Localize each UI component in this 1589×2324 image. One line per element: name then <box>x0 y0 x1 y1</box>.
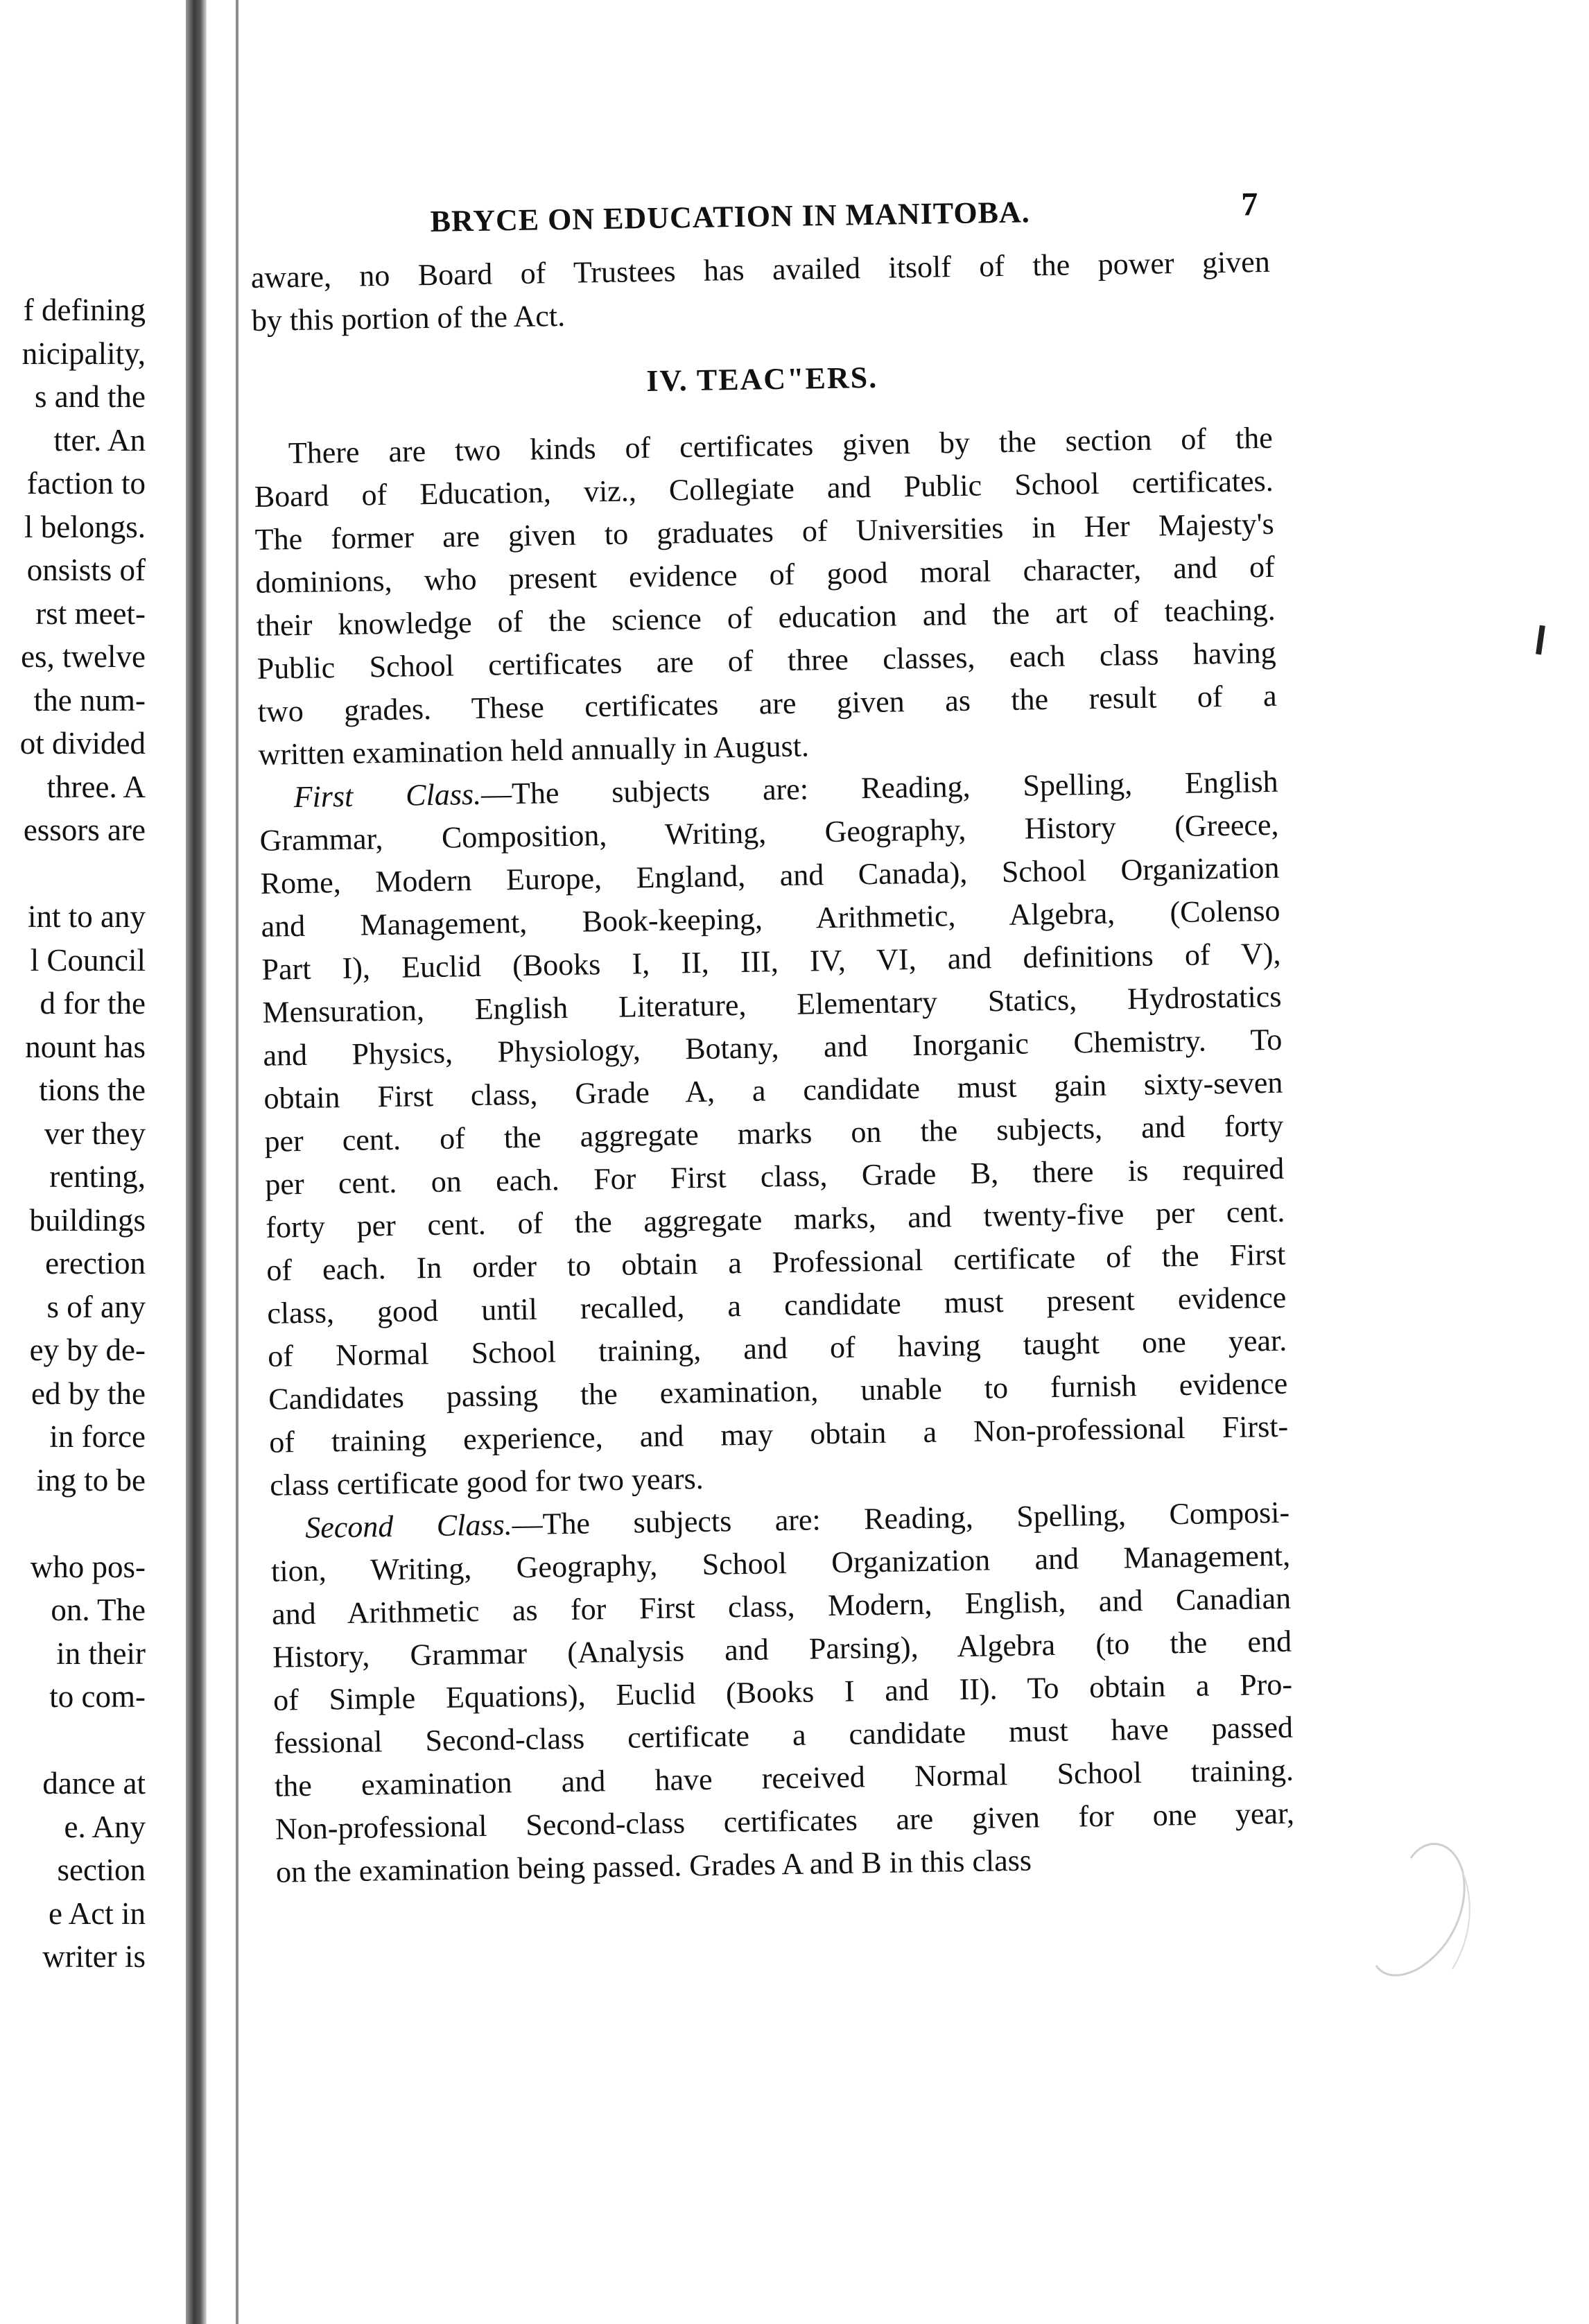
text-line: on the examination being passed. Grades A and B in this class <box>275 1843 1032 1889</box>
page-edge-line <box>236 0 238 2324</box>
left-page-fragment-line: e. Any <box>64 1809 146 1844</box>
text-line: Candidates passing the examination, unable to furnish evidence <box>268 1366 1288 1416</box>
page-number: 7 <box>1240 186 1258 223</box>
text-line: forty per cent. of the aggregate marks, and twenty-five per cent. <box>266 1194 1285 1245</box>
text-line: of training experience, and may obtain a Non-professional First- <box>268 1409 1289 1459</box>
text-line: dominions, who present evidence of good moral character, and of <box>255 549 1276 600</box>
text-line: —The subjects are: Reading, Spelling, English <box>480 764 1278 811</box>
page-body <box>250 177 1344 1894</box>
text-line: tion, Writing, Geography, School Organization and Management, <box>270 1538 1291 1588</box>
left-page-fragment-line: writer is <box>42 1939 146 1974</box>
left-page-fragment-line: d for the <box>40 986 146 1021</box>
left-page-fragment-line: faction to <box>26 466 146 501</box>
text-line: and Arithmetic as for First class, Modern, English, and Canadian <box>271 1581 1292 1631</box>
left-page-fragment-line: ing to be <box>36 1462 146 1498</box>
text-line: Part I), Euclid (Books I, II, III, IV, VI, and definitions of V), <box>261 936 1281 987</box>
left-page-fragment-line: essors are <box>23 813 146 847</box>
left-page-fragment-line: tter. An <box>53 422 146 458</box>
text-line: the examination and have received Normal School training. <box>274 1753 1294 1803</box>
text-line: per cent. on each. For First class, Grade B, there is required <box>265 1151 1285 1202</box>
left-page-fragment-line: the num- <box>33 682 146 718</box>
left-page-fragment-line: int to any <box>28 899 146 934</box>
text-line: Board of Education, viz., Collegiate and Public School certificates. <box>254 463 1274 514</box>
run-in-heading: First Class. <box>293 777 482 815</box>
left-page-fragment-line: erection <box>45 1246 146 1281</box>
text-line: —The subjects are: Reading, Spelling, Composi- <box>512 1495 1290 1542</box>
left-page-fragment-line: buildings <box>29 1202 146 1238</box>
left-page-fragment-line: tions the <box>39 1073 146 1107</box>
left-page-fragment-line: l Council <box>30 942 146 978</box>
left-page-fragment-line: who pos- <box>30 1549 146 1584</box>
section-heading: IV. TEAC"ERS. <box>646 360 878 399</box>
book-gutter-shadow <box>186 0 207 2324</box>
left-page-fragment-line: dance at <box>42 1766 146 1801</box>
left-page-fragment-line: s of any <box>46 1289 146 1324</box>
text-line: Rome, Modern Europe, England, and Canada), School Organization <box>260 850 1280 901</box>
left-page-fragment-line: s and the <box>35 379 146 414</box>
text-line: obtain First class, Grade A, a candidate must gain sixty-seven <box>263 1065 1283 1116</box>
paragraph-second-class <box>270 1491 1344 1894</box>
left-page-fragment-line: l belongs. <box>24 509 146 544</box>
text-line: The former are given to graduates of Universities in Her Majesty's <box>254 506 1275 557</box>
text-line: of each. In order to obtain a Professional certificate of the First <box>266 1237 1286 1287</box>
text-line: their knowledge of the science of education and the art of teaching. <box>256 592 1276 643</box>
left-page-fragment-line: renting, <box>49 1159 146 1194</box>
paragraph-certificates <box>253 416 1326 777</box>
left-page-fragment-line: ed by the <box>31 1376 146 1411</box>
running-title: BRYCE ON EDUCATION IN MANITOBA. <box>430 195 1031 239</box>
paragraph-first-class <box>259 760 1337 1507</box>
text-line: class, good until recalled, a candidate must present evidence <box>266 1280 1287 1330</box>
text-line: aware, no Board of Trustees has availed itsolf of the power given <box>250 244 1271 295</box>
left-page-fragment-line: nicipality, <box>21 336 146 371</box>
left-page-fragment-line: f defining <box>23 293 146 327</box>
left-page-fragment-line: on. The <box>51 1593 146 1627</box>
paragraph-intro <box>250 240 1319 342</box>
left-page-fragment-line: section <box>57 1853 146 1887</box>
stray-ink-mark <box>1536 625 1545 655</box>
text-line: Non-professional Second-class certificates are given for one year, <box>275 1796 1295 1846</box>
text-line: fessional Second-class certificate a candidate must have passed <box>273 1710 1294 1760</box>
text-line: per cent. of the aggregate marks on the subjects, and forty <box>264 1108 1284 1159</box>
text-line: class certificate good for two years. <box>269 1461 704 1502</box>
left-page-fragment-line: ey by de- <box>29 1333 146 1367</box>
text-line: and Physics, Physiology, Botany, and Inorganic Chemistry. To <box>263 1022 1283 1073</box>
left-page-fragment-line: rst meet- <box>35 596 146 631</box>
left-page-fragment-line: in force <box>49 1419 146 1454</box>
left-page-fragment-line: three. A <box>46 769 146 804</box>
text-line: of Simple Equations), Euclid (Books I and II). To obtain a Pro- <box>272 1667 1293 1717</box>
left-page-fragment-line: onsists of <box>26 553 146 587</box>
text-line: Public School certificates are of three classes, each class having <box>257 635 1276 686</box>
text-line: by this portion of the Act. <box>251 298 566 338</box>
left-page-fragment-line: ver they <box>44 1116 146 1151</box>
left-page-fragment-line: e Act in <box>49 1896 146 1931</box>
text-line: Grammar, Composition, Writing, Geography, History (Greece, <box>259 807 1279 858</box>
text-line: and Management, Book-keeping, Arithmetic, Algebra, (Colenso <box>261 893 1280 944</box>
text-line: Mensuration, English Literature, Elementary Statics, Hydrostatics <box>262 979 1282 1030</box>
page-corner-curl <box>1369 1830 1480 2004</box>
left-page-fragment-line: es, twelve <box>21 639 146 674</box>
left-page-fragment-line: in their <box>56 1636 146 1671</box>
run-in-heading: Second Class. <box>304 1507 512 1545</box>
text-line: of Normal School training, and of having taught one year. <box>267 1323 1287 1373</box>
left-page-fragment-line: to com- <box>49 1679 146 1714</box>
text-line: History, Grammar (Analysis and Parsing), Algebra (to the end <box>272 1624 1292 1674</box>
text-line: There are two kinds of certificates given by the section of the <box>288 420 1274 471</box>
left-page-fragment-line: nount has <box>25 1029 146 1064</box>
left-page-fragment-line: ot divided <box>19 726 146 761</box>
text-line: written examination held annually in August. <box>258 729 810 772</box>
text-line: two grades. These certificates are given as the result of a <box>257 678 1277 729</box>
